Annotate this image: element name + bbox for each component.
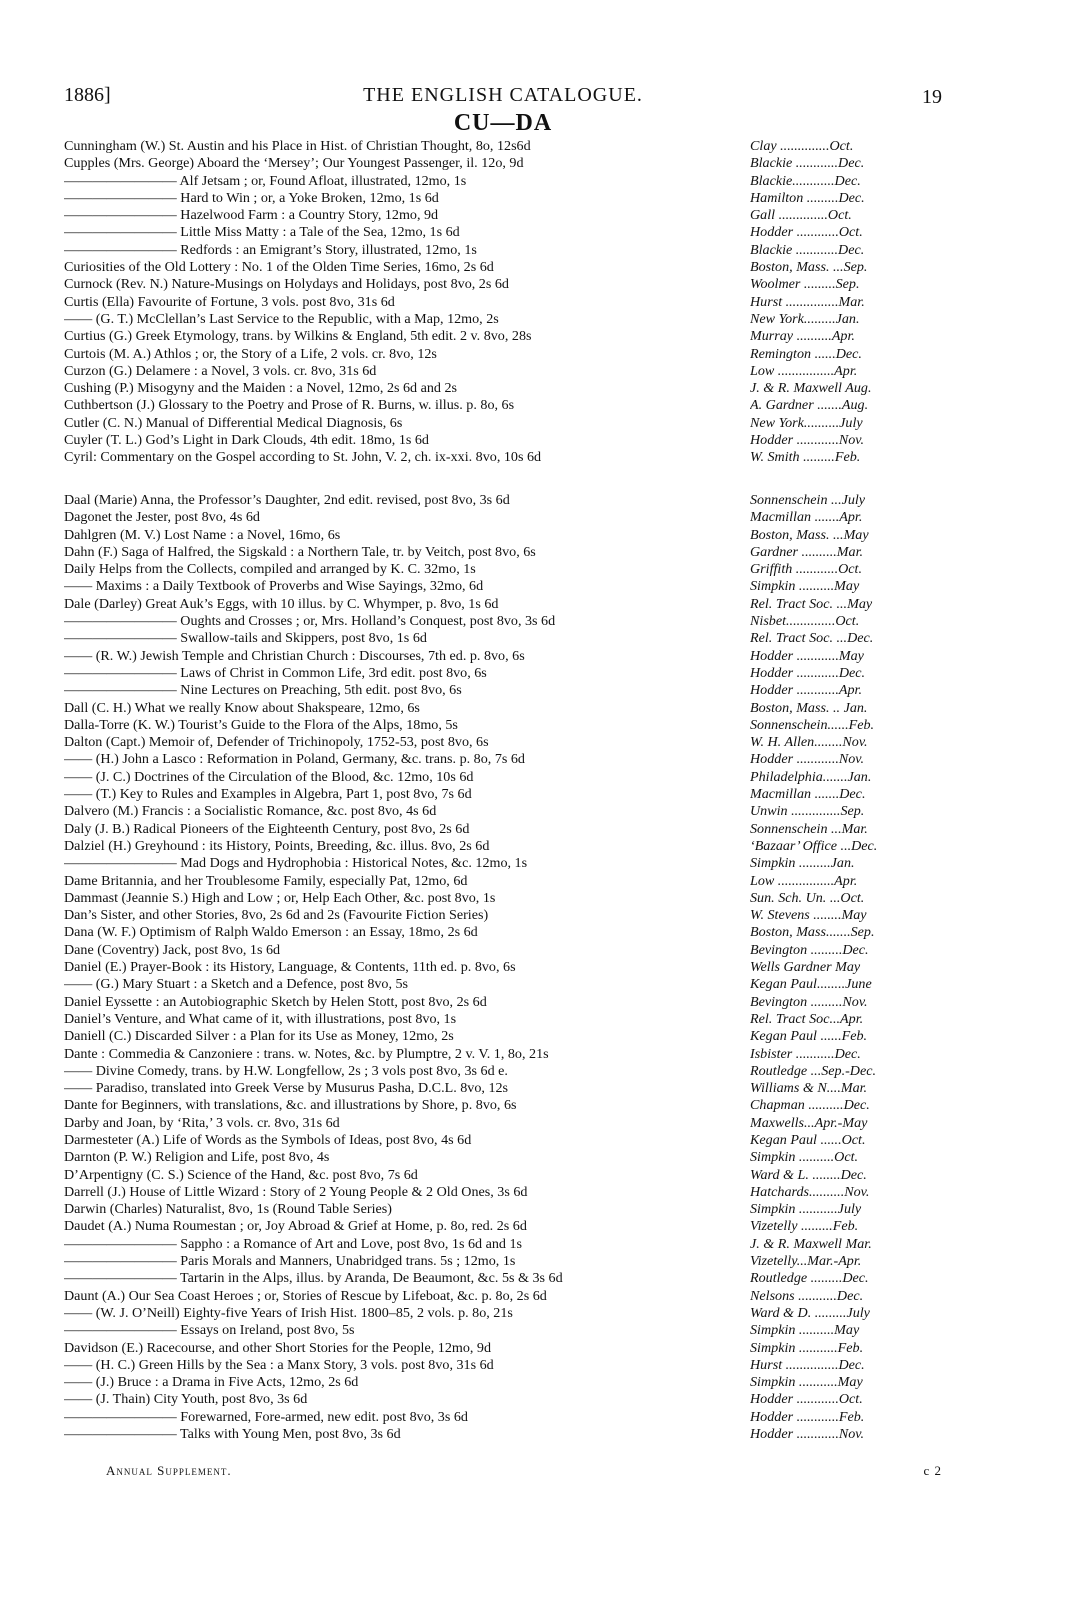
page-number: 19 — [922, 86, 942, 108]
entry-title: Cupples (Mrs. George) Aboard the ‘Mersey’; Our Youngest Passenger, il. 12o, 9d — [64, 155, 524, 172]
catalogue-entry — [64, 1322, 942, 1339]
entry-title: Dalvero (M.) Francis : a Socialistic Romance, &c. post 8vo, 4s 6d — [64, 803, 437, 820]
entry-publisher-month: Clay ..............Oct. — [750, 138, 854, 154]
entry-title: —— (J. Thain) City Youth, post 8vo, 3s 6d — [64, 1391, 308, 1408]
entry-title: —— Divine Comedy, trans. by H.W. Longfellow, 2s ; 3 vols post 8vo, 3s 6d e. — [64, 1062, 508, 1079]
entry-publisher-month: Sonnenschein ...Mar. — [750, 820, 868, 837]
catalogue-entry — [64, 907, 942, 924]
entry-title: Dalla-Torre (K. W.) Tourist’s Guide to the Flora of the Alps, 18mo, 5s — [64, 716, 458, 733]
entry-publisher-month: New York.........Jan. — [750, 310, 860, 327]
catalogue-entry — [64, 976, 942, 993]
entry-title: Dahn (F.) Saga of Halfred, the Sigskald : a Northern Tale, tr. by Veitch, post 8vo, 6s — [64, 543, 536, 560]
entry-title: —— (H.) John a Lasco : Reformation in Poland, Germany, &c. trans. p. 8o, 7s 6d — [64, 751, 525, 768]
entry-publisher-month: Gall ..............Oct. — [750, 207, 852, 224]
entry-publisher-month: Hodder ............Nov. — [750, 1426, 865, 1443]
entry-publisher-month: Simpkin ..........May — [750, 1322, 860, 1339]
entry-publisher-month: Sonnenschein......Feb. — [750, 716, 875, 733]
catalogue-entry — [64, 578, 942, 595]
catalogue-entry — [64, 190, 942, 207]
catalogue-entry — [64, 561, 942, 578]
entry-publisher-month: Simpkin ...........May — [750, 1374, 863, 1391]
entry-publisher-month: Rel. Tract Soc...Apr. — [750, 1010, 864, 1027]
entry-title: ———————— Essays on Ireland, post 8vo, 5s — [64, 1322, 355, 1339]
entry-publisher-month: J. & R. Maxwell Mar. — [750, 1235, 872, 1252]
catalogue-entry — [64, 648, 942, 665]
catalogue-entry — [64, 838, 942, 855]
entry-title: Daniell (C.) Discarded Silver : a Plan for its Use as Money, 12mo, 2s — [64, 1028, 454, 1045]
catalogue-entry — [64, 509, 942, 526]
entry-publisher-month: Hodder ............Nov. — [750, 432, 865, 449]
entry-publisher-month: Vizetelly...Mar.-Apr. — [750, 1253, 862, 1270]
catalogue-entry — [64, 397, 942, 414]
entry-title: ———————— Hard to Win ; or, a Yoke Broken, 12mo, 1s 6d — [64, 189, 439, 206]
entry-publisher-month: Bevington .........Dec. — [750, 941, 869, 958]
entry-title: Dante for Beginners, with translations, &c. and illustrations by Shore, p. 8vo, 6s — [64, 1097, 517, 1114]
entry-title: ———————— Nine Lectures on Preaching, 5th edit. post 8vo, 6s — [64, 682, 462, 699]
entry-title: ———————— Talks with Young Men, post 8vo, 3s 6d — [64, 1426, 401, 1443]
catalogue-entry — [64, 959, 942, 976]
catalogue-entry — [64, 155, 942, 172]
catalogue-entry — [64, 1132, 942, 1149]
catalogue-entry — [64, 751, 942, 768]
entry-publisher-month: Sun. Sch. Un. ...Oct. — [750, 889, 865, 906]
catalogue-entry — [64, 380, 942, 397]
entry-title: Dane (Coventry) Jack, post 8vo, 1s 6d — [64, 941, 281, 958]
entry-title: Dalton (Capt.) Memoir of, Defender of Trichinopoly, 1752-53, post 8vo, 6s — [64, 734, 489, 751]
entry-publisher-month: Simpkin ...........Feb. — [750, 1339, 864, 1356]
entry-title: Dahlgren (M. V.) Lost Name : a Novel, 16mo, 6s — [64, 526, 341, 543]
catalogue-entry — [64, 1253, 942, 1270]
catalogue-entry — [64, 1374, 942, 1391]
entry-publisher-month: Hodder ............Feb. — [750, 1408, 865, 1425]
entry-publisher-month: Remington ......Dec. — [750, 345, 862, 362]
catalogue-entry — [64, 630, 942, 647]
entry-publisher-month: Boston, Mass. .. Jan. — [750, 699, 868, 716]
entry-publisher-month: Hodder ............Oct. — [750, 1391, 863, 1408]
entry-publisher-month: Macmillan .......Dec. — [750, 786, 866, 803]
year: 1886] — [64, 84, 111, 106]
entry-publisher-month: Routledge ...Sep.-Dec. — [750, 1062, 877, 1079]
entry-publisher-month: Blackie ............Dec. — [750, 155, 865, 172]
entry-publisher-month: Bevington .........Nov. — [750, 993, 868, 1010]
entry-title: Cyril: Commentary on the Gospel according to St. John, V. 2, ch. ix-xxi. 8vo, 10s 6d — [64, 449, 542, 466]
footer-supplement: Annual Supplement. — [106, 1463, 232, 1478]
entry-publisher-month: Macmillan .......Apr. — [750, 509, 863, 526]
entry-publisher-month: W. Stevens ........May — [750, 907, 867, 924]
catalogue-entry — [64, 924, 942, 941]
page-footer — [106, 1463, 942, 1483]
entry-publisher-month: A. Gardner .......Aug. — [750, 397, 869, 414]
catalogue-entry — [64, 1426, 942, 1443]
entry-title: Daniel Eyssette : an Autobiographic Sketch by Helen Stott, post 8vo, 2s 6d — [64, 993, 487, 1010]
entry-title: ———————— Swallow-tails and Skippers, post 8vo, 1s 6d — [64, 630, 427, 647]
catalogue-entry — [64, 242, 942, 259]
catalogue-entry — [64, 734, 942, 751]
catalogue-entry — [64, 1391, 942, 1408]
entry-publisher-month: Maxwells...Apr.-May — [750, 1114, 868, 1131]
entry-title: Curnock (Rev. N.) Nature-Musings on Holydays and Holidays, post 8vo, 2s 6d — [64, 276, 509, 293]
entry-publisher-month: Rel. Tract Soc. ...Dec. — [750, 630, 874, 647]
entry-title: ———————— Sappho : a Romance of Art and Love, post 8vo, 1s 6d and 1s — [64, 1235, 522, 1252]
entry-title: Curtis (Ella) Favourite of Fortune, 3 vols. post 8vo, 31s 6d — [64, 293, 395, 310]
entry-title: ———————— Oughts and Crosses ; or, Mrs. Holland’s Conquest, post 8vo, 3s 6d — [64, 613, 556, 630]
entry-publisher-month: Wells Gardner May — [750, 959, 861, 976]
entry-publisher-month: Ward & L. ........Dec. — [750, 1166, 867, 1183]
entry-publisher-month: Ward & D. .........July — [750, 1304, 870, 1321]
entry-publisher-month: Low ................Apr. — [750, 872, 858, 889]
entry-title: Daudet (A.) Numa Roumestan ; or, Joy Abroad & Grief at Home, p. 8o, red. 2s 6d — [64, 1218, 527, 1235]
catalogue-entry — [64, 1340, 942, 1357]
catalogue-entry — [64, 786, 942, 803]
entry-publisher-month: Rel. Tract Soc. ...May — [750, 595, 873, 612]
entry-title: Cuthbertson (J.) Glossary to the Poetry and Prose of R. Burns, w. illus. p. 8o, 6s — [64, 397, 515, 414]
catalogue-entry — [64, 1236, 942, 1253]
entry-publisher-month: Hatchards..........Nov. — [750, 1183, 870, 1200]
entry-publisher-month: Hodder ............May — [750, 647, 864, 664]
catalogue-entry — [64, 700, 942, 717]
entry-publisher-month: Kegan Paul ......Oct. — [750, 1131, 866, 1148]
entry-title: —— (G. T.) McClellan’s Last Service to the Republic, with a Map, 12mo, 2s — [64, 310, 499, 327]
entry-title: —— (G.) Mary Stuart : a Sketch and a Defence, post 8vo, 5s — [64, 976, 409, 993]
entry-title: D’Arpentigny (C. S.) Science of the Hand, &c. post 8vo, 7s 6d — [64, 1166, 418, 1183]
entry-title: Cushing (P.) Misogyny and the Maiden : a Novel, 12mo, 2s 6d and 2s — [64, 380, 458, 397]
catalogue-entry — [64, 682, 942, 699]
entry-title: Dame Britannia, and her Troublesome Family, especially Pat, 12mo, 6d — [64, 872, 468, 889]
entry-publisher-month: Hodder ............Nov. — [750, 751, 865, 768]
entry-publisher-month: Vizetelly .........Feb. — [750, 1218, 859, 1235]
entry-title: Daily Helps from the Collects, compiled and arranged by K. C. 32mo, 1s — [64, 561, 476, 578]
entry-title: ———————— Little Miss Matty : a Tale of the Sea, 12mo, 1s 6d — [64, 224, 460, 241]
entry-title: —— (R. W.) Jewish Temple and Christian Church : Discourses, 7th ed. p. 8vo, 6s — [64, 647, 525, 664]
entry-publisher-month: Nisbet..............Oct. — [750, 613, 860, 630]
entry-publisher-month: Hurst ...............Dec. — [750, 1356, 865, 1373]
catalogue-entry — [64, 873, 942, 890]
catalogue-entry — [64, 1409, 942, 1426]
entry-publisher-month: Chapman ..........Dec. — [750, 1097, 870, 1114]
entry-publisher-month: W. H. Allen........Nov. — [750, 734, 868, 751]
entry-publisher-month: Williams & N....Mar. — [750, 1080, 868, 1097]
entry-publisher-month: Low ................Apr. — [750, 362, 858, 379]
entry-title: ———————— Hazelwood Farm : a Country Story, 12mo, 9d — [64, 207, 439, 224]
catalogue-entry — [64, 224, 942, 241]
entry-publisher-month: Hodder ............Apr. — [750, 682, 862, 699]
entry-title: Darwin (Charles) Naturalist, 8vo, 1s (Round Table Series) — [64, 1201, 392, 1218]
catalogue-entry — [64, 994, 942, 1011]
entry-title: Daal (Marie) Anna, the Professor’s Daughter, 2nd edit. revised, post 8vo, 3s 6d — [64, 492, 510, 508]
entry-publisher-month: Simpkin ..........May — [750, 578, 860, 595]
entry-title: —— (J. C.) Doctrines of the Circulation of the Blood, &c. 12mo, 10s 6d — [64, 768, 474, 785]
entry-title: —— (T.) Key to Rules and Examples in Algebra, Part 1, post 8vo, 7s 6d — [64, 786, 472, 803]
entry-title: ———————— Redfords : an Emigrant’s Story, illustrated, 12mo, 1s — [64, 241, 477, 258]
entry-publisher-month: Boston, Mass. ...Sep. — [750, 259, 868, 276]
catalogue-entry — [64, 1357, 942, 1374]
entry-title: ———————— Laws of Christ in Common Life, 3rd edit. post 8vo, 6s — [64, 664, 487, 681]
entry-publisher-month: Woolmer .........Sep. — [750, 276, 860, 293]
entry-title: Daniel’s Venture, and What came of it, with illustrations, post 8vo, 1s — [64, 1010, 457, 1027]
entry-publisher-month: Kegan Paul ......Feb. — [750, 1028, 868, 1045]
catalogue-entry — [64, 803, 942, 820]
entry-title: —— Paradiso, translated into Greek Verse by Musurus Pasha, D.C.L. 8vo, 12s — [64, 1080, 509, 1097]
section-heading: CU—DA — [453, 110, 553, 136]
catalogue-entry — [64, 1270, 942, 1287]
catalogue-entry — [64, 294, 942, 311]
entry-publisher-month: Hodder ............Dec. — [750, 664, 866, 681]
catalogue-entry — [64, 1149, 942, 1166]
catalogue-entry — [64, 596, 942, 613]
entry-publisher-month: W. Smith .........Feb. — [750, 449, 861, 466]
catalogue-entry — [64, 665, 942, 682]
catalogue-entry — [64, 1046, 942, 1063]
entry-title: Daly (J. B.) Radical Pioneers of the Eighteenth Century, post 8vo, 2s 6d — [64, 820, 470, 837]
entry-title: —— (H. C.) Green Hills by the Sea : a Manx Story, 3 vols. post 8vo, 31s 6d — [64, 1356, 494, 1373]
entry-title: ———————— Mad Dogs and Hydrophobia : Historical Notes, &c. 12mo, 1s — [64, 855, 528, 872]
catalogue-entry — [64, 207, 942, 224]
entry-publisher-month: Hurst ...............Mar. — [750, 293, 865, 310]
entry-publisher-month: Kegan Paul........June — [750, 976, 872, 993]
catalogue-entry — [64, 855, 942, 872]
catalogue-entry — [64, 769, 942, 786]
catalogue-entry — [64, 1288, 942, 1305]
entries-cu — [64, 138, 942, 467]
catalogue-entry — [64, 942, 942, 959]
entry-title: Dan’s Sister, and other Stories, 8vo, 2s 6d and 2s (Favourite Fiction Series) — [64, 907, 489, 924]
entry-title: —— (J.) Bruce : a Drama in Five Acts, 12mo, 2s 6d — [64, 1374, 359, 1391]
catalogue-entry — [64, 1080, 942, 1097]
catalogue-entry — [64, 138, 942, 155]
entry-title: Dale (Darley) Great Auk’s Eggs, with 10 illus. by C. Whymper, p. 8vo, 1s 6d — [64, 595, 499, 612]
entry-publisher-month: Gardner ..........Mar. — [750, 543, 864, 560]
entry-title: Curtois (M. A.) Athlos ; or, the Story of a Life, 2 vols. cr. 8vo, 12s — [64, 345, 437, 362]
catalogue-entry — [64, 821, 942, 838]
catalogue-entry — [64, 613, 942, 630]
entry-title: ———————— Tartarin in the Alps, illus. by Aranda, De Beaumont, &c. 5s & 3s 6d — [64, 1270, 563, 1287]
entry-title: Daunt (A.) Our Sea Coast Heroes ; or, Stories of Rescue by Lifeboat, &c. p. 8o, 2s 6d — [64, 1287, 547, 1304]
catalogue-entry — [64, 544, 942, 561]
catalogue-entry — [64, 1011, 942, 1028]
catalogue-entry — [64, 276, 942, 293]
entry-publisher-month: Blackie ............Dec. — [750, 241, 865, 258]
entry-title: Darnton (P. W.) Religion and Life, post 8vo, 4s — [64, 1149, 330, 1166]
catalogue-entry — [64, 1167, 942, 1184]
entry-publisher-month: Nelsons ...........Dec. — [750, 1287, 864, 1304]
catalogue-entry — [64, 1063, 942, 1080]
catalogue-entry — [64, 492, 942, 509]
entry-publisher-month: Boston, Mass. ...May — [750, 526, 869, 543]
entry-title: Cutler (C. N.) Manual of Differential Medical Diagnosis, 6s — [64, 414, 403, 431]
entry-publisher-month: Simpkin ...........July — [750, 1201, 862, 1218]
catalogue-entry — [64, 432, 942, 449]
catalogue-entry — [64, 311, 942, 328]
catalogue-entry — [64, 527, 942, 544]
entry-publisher-month: ‘Bazaar’ Office ...Dec. — [750, 837, 878, 854]
entry-publisher-month: Griffith ............Oct. — [750, 561, 862, 578]
entry-title: Darby and Joan, by ‘Rita,’ 3 vols. cr. 8vo, 31s 6d — [64, 1114, 340, 1131]
entry-title: Cuyler (T. L.) God’s Light in Dark Clouds, 4th edit. 18mo, 1s 6d — [64, 432, 429, 449]
entry-publisher-month: Boston, Mass.......Sep. — [750, 924, 875, 941]
catalogue-entry — [64, 1218, 942, 1235]
entry-title: Curiosities of the Old Lottery : No. 1 of the Olden Time Series, 16mo, 2s 6d — [64, 259, 494, 276]
entry-publisher-month: Sonnenschein ...July — [750, 492, 866, 508]
entry-publisher-month: Hodder ............Oct. — [750, 224, 863, 241]
entry-publisher-month: Simpkin ..........Oct. — [750, 1149, 859, 1166]
catalogue-entry — [64, 1184, 942, 1201]
catalogue-entry — [64, 890, 942, 907]
catalogue-title: THE ENGLISH CATALOGUE. — [363, 84, 643, 106]
entry-title: Curtius (G.) Greek Etymology, trans. by Wilkins & England, 5th edit. 2 v. 8vo, 28s — [64, 328, 532, 345]
catalogue-entry — [64, 449, 942, 466]
entry-publisher-month: Murray ..........Apr. — [750, 328, 855, 345]
catalogue-entry — [64, 1028, 942, 1045]
catalogue-entry — [64, 1115, 942, 1132]
catalogue-entry — [64, 1097, 942, 1114]
entry-title: Dalziel (H.) Greyhound : its History, Points, Breeding, &c. illus. 8vo, 2s 6d — [64, 837, 490, 854]
entry-publisher-month: Simpkin .........Jan. — [750, 855, 855, 872]
catalogue-entry — [64, 173, 942, 190]
entry-title: Dante : Commedia & Canzoniere : trans. w. Notes, &c. by Plumptre, 2 v. V. 1, 8o, 21s — [64, 1045, 549, 1062]
catalogue-entry — [64, 415, 942, 432]
catalogue-entry — [64, 363, 942, 380]
entry-publisher-month: Unwin ..............Sep. — [750, 803, 865, 820]
entries-da — [64, 492, 942, 1443]
entry-title: Cunningham (W.) St. Austin and his Place in Hist. of Christian Thought, 8o, 12s6d — [64, 138, 531, 154]
catalogue-entry — [64, 346, 942, 363]
footer-signature: c 2 — [923, 1463, 942, 1478]
entry-publisher-month: Hamilton .........Dec. — [750, 189, 865, 206]
entry-publisher-month: Blackie............Dec. — [750, 172, 861, 189]
entry-title: Darrell (J.) House of Little Wizard : Story of 2 Young People & 2 Old Ones, 3s 6d — [64, 1183, 528, 1200]
entry-publisher-month: J. & R. Maxwell Aug. — [750, 380, 872, 397]
running-header — [64, 80, 942, 112]
entry-publisher-month: Routledge .........Dec. — [750, 1270, 869, 1287]
entry-title: Dall (C. H.) What we really Know about Shakspeare, 12mo, 6s — [64, 699, 420, 716]
entry-title: ———————— Forewarned, Fore-armed, new edit. post 8vo, 3s 6d — [64, 1408, 468, 1425]
entry-title: —— (W. J. O’Neill) Eighty-five Years of Irish Hist. 1800–85, 2 vols. p. 8o, 21s — [64, 1304, 513, 1321]
entry-title: Davidson (E.) Racecourse, and other Short Stories for the People, 12mo, 9d — [64, 1339, 492, 1356]
entry-title: Dana (W. F.) Optimism of Ralph Waldo Emerson : an Essay, 18mo, 2s 6d — [64, 924, 478, 941]
entry-title: Darmesteter (A.) Life of Words as the Symbols of Ideas, post 8vo, 4s 6d — [64, 1131, 472, 1148]
entry-title: Dammast (Jeannie S.) High and Low ; or, Help Each Other, &c. post 8vo, 1s — [64, 889, 496, 906]
entry-title: Curzon (G.) Delamere : a Novel, 3 vols. cr. 8vo, 31s 6d — [64, 362, 377, 379]
catalogue-entry — [64, 328, 942, 345]
catalogue-entry — [64, 1305, 942, 1322]
entry-title: —— Maxims : a Daily Textbook of Proverbs and Wise Sayings, 32mo, 6d — [64, 578, 484, 595]
entry-title: ———————— Paris Morals and Manners, Unabridged trans. 5s ; 12mo, 1s — [64, 1253, 516, 1270]
entry-title: Dagonet the Jester, post 8vo, 4s 6d — [64, 509, 260, 526]
entry-publisher-month: Philadelphia.......Jan. — [750, 768, 872, 785]
entry-title: ———————— Alf Jetsam ; or, Found Afloat, illustrated, 12mo, 1s — [64, 172, 467, 189]
catalogue-entry — [64, 259, 942, 276]
entry-publisher-month: New York..........July — [750, 414, 863, 431]
catalogue-entry — [64, 717, 942, 734]
catalogue-entry — [64, 1201, 942, 1218]
entry-publisher-month: Isbister ...........Dec. — [750, 1045, 861, 1062]
entry-title: Daniel (E.) Prayer-Book : its History, Language, & Contents, 11th ed. p. 8vo, 6s — [64, 959, 516, 976]
